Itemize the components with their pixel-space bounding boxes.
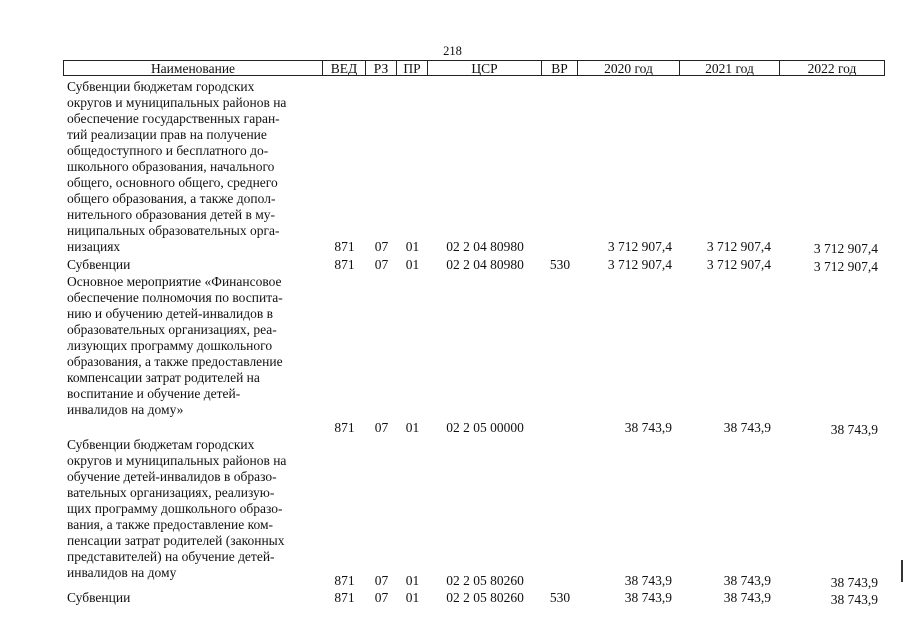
row-csr: 02 2 04 80980 <box>446 239 524 254</box>
name-line: Основное мероприятие «Финансовое <box>67 274 282 289</box>
row-pr: 01 <box>405 590 420 605</box>
header-pr: ПР <box>397 60 428 76</box>
row-csr: 02 2 05 80260 <box>446 590 524 605</box>
row-2022: 38 743,9 <box>830 592 878 607</box>
row-ved: 871 <box>334 239 355 254</box>
row-ved: 871 <box>334 590 355 605</box>
header-2021: 2021 год <box>680 60 780 76</box>
row-name-subvention-general-education <box>67 79 317 255</box>
row-ved: 871 <box>334 573 355 588</box>
name-line: щих программу дошкольного образо- <box>67 501 283 516</box>
page-number: 218 <box>443 44 462 58</box>
name-line: пенсации затрат родителей (законных <box>67 533 285 548</box>
scan-edge-mark <box>901 560 903 582</box>
name-line: школьного образования, начального <box>67 159 275 174</box>
row-rz: 07 <box>374 420 389 435</box>
row-csr: 02 2 05 80260 <box>446 573 524 588</box>
row-2022: 38 743,9 <box>830 575 878 590</box>
row-2021: 3 712 907,4 <box>706 257 771 272</box>
row-2020: 3 712 907,4 <box>607 257 672 272</box>
row-2020: 38 743,9 <box>624 420 672 435</box>
name-line: нию и обучению детей-инвалидов в <box>67 306 273 321</box>
name-line: представителей) на обучение детей- <box>67 549 275 564</box>
row-pr: 01 <box>405 257 420 272</box>
name-line: вательных организациях, реализую- <box>67 485 275 500</box>
row-name-subvention <box>67 590 317 606</box>
name-line: Субвенции бюджетам городских <box>67 79 255 94</box>
row-csr: 02 2 05 00000 <box>446 420 524 435</box>
row-pr: 01 <box>405 420 420 435</box>
name-line: лизующих программу дошкольного <box>67 338 273 353</box>
name-line: обеспечение государственных гаран- <box>67 111 280 126</box>
row-2020: 38 743,9 <box>624 590 672 605</box>
row-2021: 38 743,9 <box>723 420 771 435</box>
row-rz: 07 <box>374 257 389 272</box>
row-name-main-activity <box>67 274 317 418</box>
name-line: обучение детей-инвалидов в образо- <box>67 469 277 484</box>
row-2020: 38 743,9 <box>624 573 672 588</box>
name-line: низациях <box>67 239 121 254</box>
row-ved: 871 <box>334 420 355 435</box>
name-line: тий реализации прав на получение <box>67 127 267 142</box>
row-pr: 01 <box>405 573 420 588</box>
row-rz: 07 <box>374 573 389 588</box>
name-line: Субвенции <box>67 257 131 272</box>
row-csr: 02 2 04 80980 <box>446 257 524 272</box>
name-line: образовательных организациях, реа- <box>67 322 277 337</box>
row-pr: 01 <box>405 239 420 254</box>
name-line: Субвенции <box>67 590 131 605</box>
header-csr: ЦСР <box>428 60 542 76</box>
row-name-subvention <box>67 257 317 273</box>
name-line: инвалидов на дому <box>67 565 177 580</box>
name-line: обеспечение полномочия по воспита- <box>67 290 283 305</box>
name-line: компенсации затрат родителей на <box>67 370 260 385</box>
name-line: Субвенции бюджетам городских <box>67 437 255 452</box>
header-name: Наименование <box>63 60 323 76</box>
row-rz: 07 <box>374 590 389 605</box>
row-2020: 3 712 907,4 <box>607 239 672 254</box>
row-2021: 38 743,9 <box>723 573 771 588</box>
row-2022: 3 712 907,4 <box>813 241 878 256</box>
header-2020: 2020 год <box>578 60 680 76</box>
row-rz: 07 <box>374 239 389 254</box>
row-2022: 3 712 907,4 <box>813 259 878 274</box>
row-vr: 530 <box>549 590 571 605</box>
name-line: округов и муниципальных районов на <box>67 95 287 110</box>
name-line: округов и муниципальных районов на <box>67 453 287 468</box>
header-ved: ВЕД <box>323 60 366 76</box>
header-vr: ВР <box>542 60 578 76</box>
row-2021: 38 743,9 <box>723 590 771 605</box>
name-line: инвалидов на дому» <box>67 402 184 417</box>
name-line: воспитание и обучение детей- <box>67 386 241 401</box>
header-2022: 2022 год <box>780 60 885 76</box>
name-line: общего, основного общего, среднего <box>67 175 278 190</box>
name-line: общего образования, а также допол- <box>67 191 276 206</box>
name-line: вания, а также предоставление ком- <box>67 517 274 532</box>
row-vr: 530 <box>549 257 571 272</box>
name-line: общедоступного и бесплатного до- <box>67 143 269 158</box>
name-line: ниципальных образовательных орга- <box>67 223 280 238</box>
name-line: нительного образования детей в му- <box>67 207 276 222</box>
row-2022: 38 743,9 <box>830 422 878 437</box>
row-ved: 871 <box>334 257 355 272</box>
name-line: образования, а также предоставление <box>67 354 283 369</box>
header-rz: РЗ <box>366 60 397 76</box>
row-2021: 3 712 907,4 <box>706 239 771 254</box>
row-name-subvention-disabled-children <box>67 437 317 581</box>
